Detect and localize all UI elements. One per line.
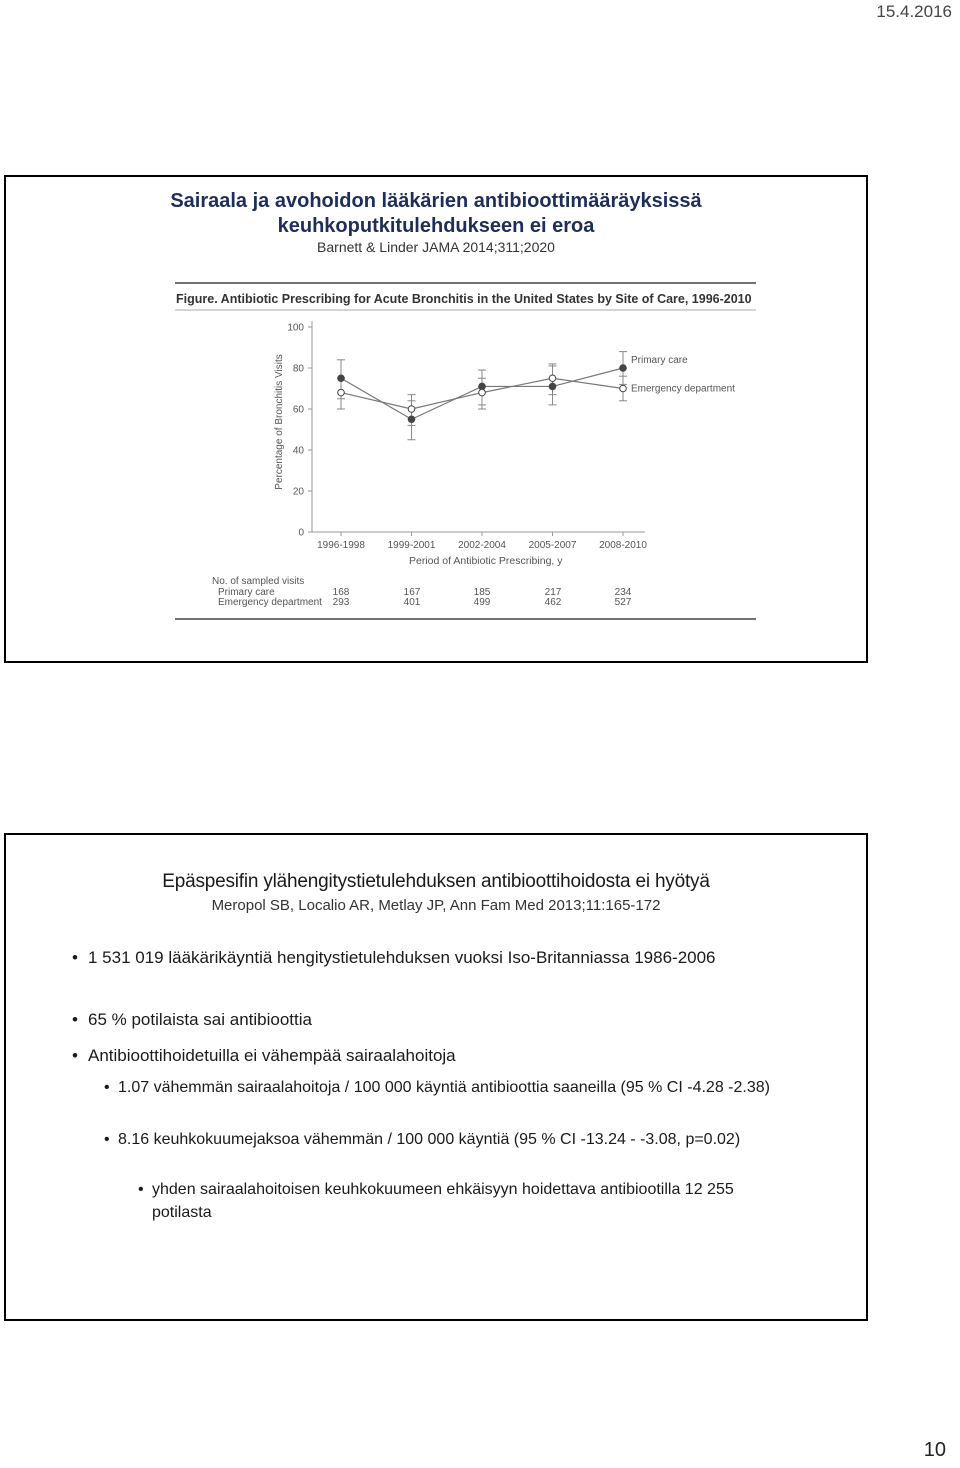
bullet-visits: • 1 531 019 lääkärikäyntiä hengitystietulehduksen vuoksi Iso-Britanniassa 1986-2006 xyxy=(88,945,788,970)
emergency-point xyxy=(620,385,627,392)
x-tick-label: 2002-2004 xyxy=(458,540,506,551)
sample-primary-5: 234 xyxy=(614,587,632,598)
y-tick-label: 100 xyxy=(287,322,304,334)
sample-primary-1: 168 xyxy=(332,587,350,598)
x-tick-label: 1996-1998 xyxy=(317,540,365,551)
sample-emergency-2: 401 xyxy=(403,597,421,608)
page-number: 10 xyxy=(923,1439,946,1461)
primary-care-point xyxy=(549,383,556,390)
sample-table-header: No. of sampled visits xyxy=(212,576,305,587)
sample-emergency-4: 462 xyxy=(544,597,562,608)
sample-emergency-1: 293 xyxy=(332,597,350,608)
y-tick-label: 0 xyxy=(298,527,304,539)
y-tick-label: 80 xyxy=(292,363,304,375)
primary-care-point xyxy=(338,375,345,382)
page-date: 15.4.2016 xyxy=(876,2,952,21)
emergency-point xyxy=(338,389,345,396)
primary-care-legend-label: Primary care xyxy=(631,355,688,366)
emergency-legend-label: Emergency department xyxy=(631,383,735,395)
y-tick-label: 40 xyxy=(292,445,304,457)
x-axis-title: Period of Antibiotic Prescribing, y xyxy=(409,555,563,567)
slide-1-title xyxy=(6,189,866,239)
primary-care-point xyxy=(620,365,627,372)
x-tick-label: 2005-2007 xyxy=(528,540,577,551)
primary-care-point xyxy=(408,416,415,423)
sample-row-primary-label: Primary care xyxy=(218,587,275,598)
emergency-point xyxy=(479,389,486,396)
slide-1-citation: Barnett & Linder JAMA 2014;311;2020 xyxy=(317,239,555,255)
bullet-no-fewer-admissions: • Antibioottihoidetuilla ei vähempää sairaalahoitoja xyxy=(88,1043,788,1068)
y-tick-label: 60 xyxy=(292,404,304,416)
sub-sub-bullet-nnt: • yhden sairaalahoitoisen keuhkokuumeen ehkäisyyn hoidettava antibiootilla 12 255 potilasta xyxy=(152,1178,772,1224)
sub-bullet-pneumonia: • 8.16 keuhkokuumejaksoa vähemmän / 100 000 käyntiä (95 % CI -13.24 - -3.08, p=0.02) xyxy=(118,1128,818,1151)
sample-emergency-5: 527 xyxy=(614,597,632,608)
sample-emergency-3: 499 xyxy=(473,597,491,608)
slide-1-title-line-2: keuhkoputkitulehdukseen ei eroa xyxy=(277,215,595,237)
primary-care-point xyxy=(479,383,486,390)
bronchitis-chart xyxy=(170,277,766,625)
sample-primary-3: 185 xyxy=(473,587,491,598)
bullet-antibiotic-share: • 65 % potilaista sai antibioottia xyxy=(88,1007,788,1032)
slide-2-citation: Meropol SB, Localio AR, Metlay JP, Ann Fam Med 2013;11:165-172 xyxy=(211,897,661,914)
y-tick-label: 20 xyxy=(292,486,304,498)
slide-1 xyxy=(4,175,868,663)
sample-row-emergency-label: Emergency department xyxy=(218,597,322,608)
slide-2-title: Epäspesifin ylähengitystietulehduksen antibioottihoidosta ei hyötyä xyxy=(162,871,710,892)
sample-primary-2: 167 xyxy=(403,587,421,598)
slide-1-title-line-1: Sairaala ja avohoidon lääkärien antibioottimääräyksissä xyxy=(170,190,702,212)
sub-bullet-admissions: • 1.07 vähemmän sairaalahoitoja / 100 000 käyntiä antibioottia saaneilla (95 % CI -4.28 -2.38) xyxy=(118,1076,818,1099)
emergency-point xyxy=(549,375,556,382)
x-tick-label: 1999-2001 xyxy=(387,540,436,551)
slide-2 xyxy=(4,833,868,1321)
emergency-point xyxy=(408,406,415,413)
y-axis-title: Percentage of Bronchitis Visits xyxy=(274,354,285,490)
figure-title: Figure. Antibiotic Prescribing for Acute Bronchitis in the United States by Site of Care, 1996-2010 xyxy=(176,292,752,306)
x-tick-label: 2008-2010 xyxy=(599,540,647,551)
sample-primary-4: 217 xyxy=(544,587,562,598)
